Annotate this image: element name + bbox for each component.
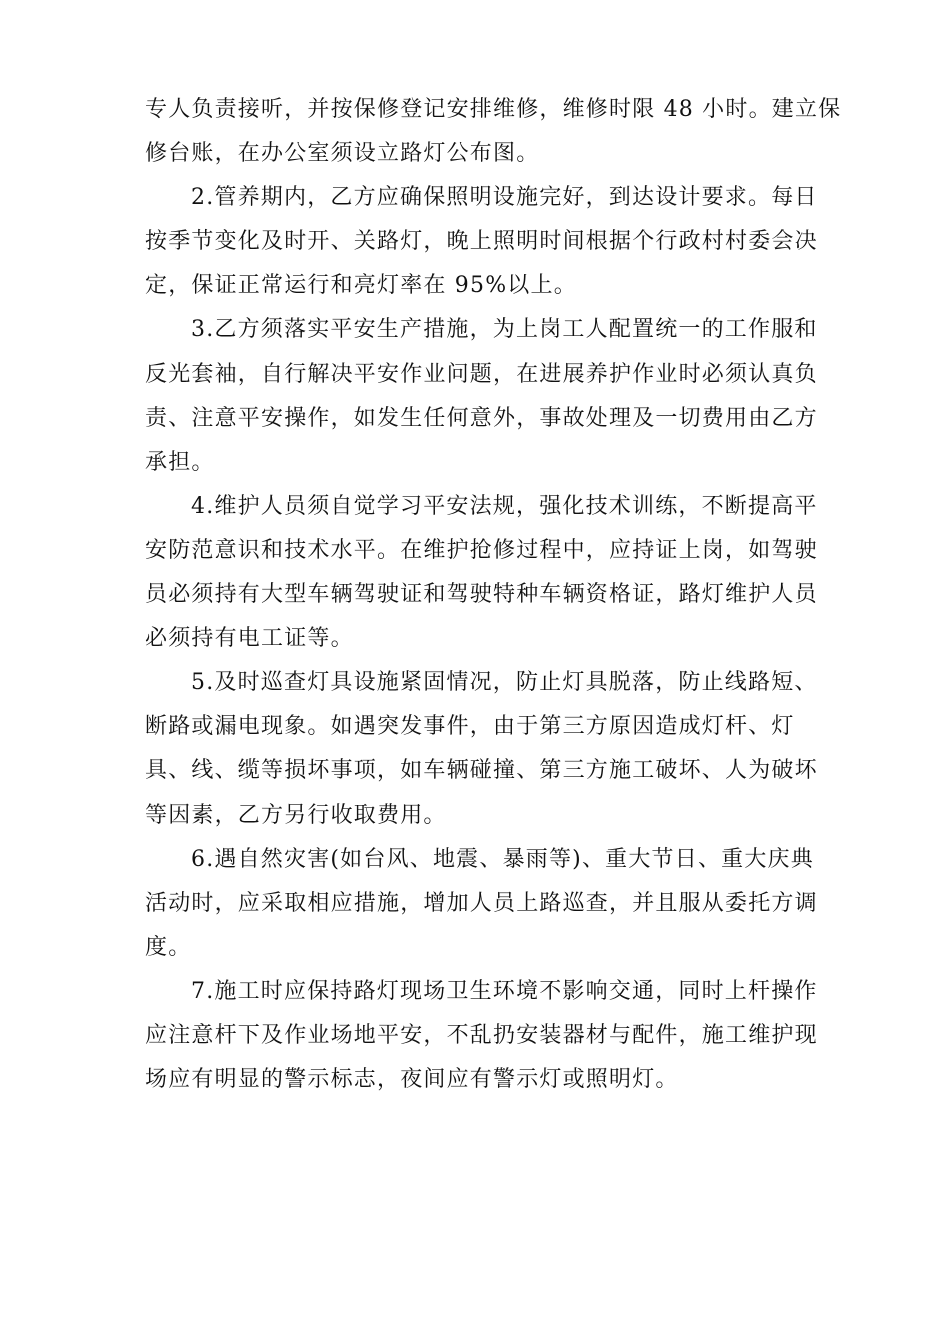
text-line-13: 必须持有电工证等。 (145, 626, 354, 652)
text-line-16: 具、线、缆等损坏事项，如车辆碰撞、第三方施工破坏、人为破坏 (145, 758, 818, 784)
text-line-11: 安防范意识和技术水平。在维护抢修过程中，应持证上岗，如驾驶 (145, 537, 818, 563)
text-line-2: 修台账，在办公室须设立路灯公布图。 (145, 141, 540, 167)
text-line-22: 应注意杆下及作业场地平安，不乱扔安装器材与配件，施工维护现 (145, 1022, 818, 1048)
text-line-8: 责、注意平安操作，如发生任何意外，事故处理及一切费用由乙方 (145, 405, 818, 431)
paragraph-3-start: 3.乙方须落实平安生产措施，为上岗工人配置统一的工作服和 (191, 317, 818, 343)
text-line-17: 等因素，乙方另行收取费用。 (145, 802, 447, 828)
paragraph-2-start: 2.管养期内，乙方应确保照明设施完好，到达设计要求。每日 (191, 185, 818, 211)
text-line-20: 度。 (145, 934, 192, 960)
paragraph-4-start: 4.维护人员须自觉学习平安法规，强化技术训练，不断提高平 (191, 493, 818, 519)
text-line-23: 场应有明显的警示标志，夜间应有警示灯或照明灯。 (145, 1067, 679, 1093)
text-line-5: 定，保证正常运行和亮灯率在 95%以上。 (145, 273, 577, 299)
text-line-1: 专人负责接听，并按保修登记安排维修，维修时限 48 小时。建立保 (145, 97, 842, 122)
text-line-4: 按季节变化及时开、关路灯，晚上照明时间根据个行政村村委会决 (145, 229, 818, 255)
paragraph-5-start: 5.及时巡查灯具设施紧固情况，防止灯具脱落，防止线路短、 (191, 670, 818, 696)
text-line-15: 断路或漏电现象。如遇突发事件，由于第三方原因造成灯杆、灯 (145, 714, 795, 740)
document-body (145, 88, 842, 1102)
text-line-19: 活动时，应采取相应措施，增加人员上路巡查，并且服从委托方调 (145, 890, 818, 916)
paragraph-6-start: 6.遇自然灾害(如台风、地震、暴雨等)、重大节日、重大庆典 (191, 846, 814, 872)
text-line-7: 反光套袖，自行解决平安作业问题，在进展养护作业时必须认真负 (145, 361, 818, 387)
text-line-9: 承担。 (145, 449, 215, 475)
text-line-12: 员必须持有大型车辆驾驶证和驾驶特种车辆资格证，路灯维护人员 (145, 582, 818, 608)
paragraph-7-start: 7.施工时应保持路灯现场卫生环境不影响交通，同时上杆操作 (191, 978, 818, 1004)
